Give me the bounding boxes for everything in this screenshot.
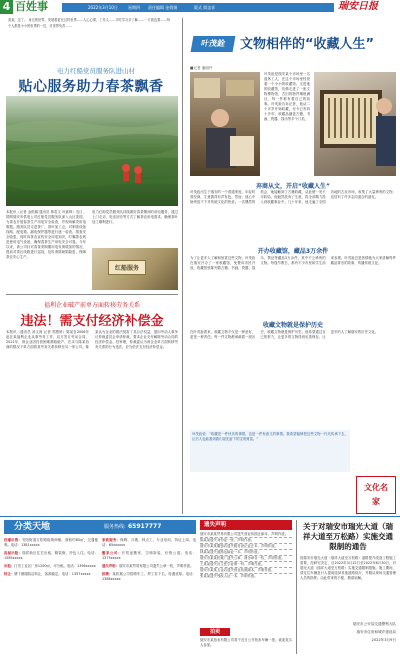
classified-column <box>102 538 196 652</box>
photo-caption-badge: 红船服务 <box>108 260 146 275</box>
classified-item-head: 招聘： <box>102 572 113 576</box>
article-body: 本报讯（记者 金俏娟 通讯员 林若文 叶嘉琦）近日，国网瑞安市供电公司红船党员服务队深入山区茶园，为茶农开展春茶生产用电安全检查，并现场解决用电难题。服务队员走进茶厂、茶叶加工点，对制茶设备线路、配电箱、漏电保护器等进行逐一检查，排查安全隐患，同时向茶农宣传安全用电知识，叮嘱茶农规范使用电气设备，确保春茶生产用电安全可靠。今年以来，该公司针对春茶采制期用电负荷增加的情况，提前对茶区线路进行巡视，及时消除缺陷隐患，保障茶农安心生产。 <box>6 210 86 259</box>
article-headline: 贴心服务助力春茶飘香 <box>18 79 164 95</box>
lower-headline: 违法！需支付经济补偿金 <box>20 314 164 329</box>
lower-body: 本报讯（通讯员 汤文涛 记者 郑慧婷）陈某自2006年起在某福利企业从事劳务工作，双方签订劳动合同。2021年，该企业因经营困难濒临破产，在未与陈某协商的情况下单方面将其劳务关系转移至另一家公司。陈某认为企业的做法侵害了其合法权益，遂向劳动人事争议仲裁委员会申请仲裁，要求企业支付解除劳动合同的经济补偿金。经审理，仲裁委认为该企业单方面转移劳务关系的行为违法，应当依法支付经济补偿金。 <box>6 330 178 349</box>
announcement-issuer-1: 瑞安市公安局交通警察大队 <box>352 622 396 626</box>
divider <box>6 294 178 295</box>
article-kicker: 电力红船党员服务队进山村 <box>57 67 135 75</box>
notice-item: 瑞安市某某五金店遗失营业执照副本，声明作废。 <box>200 568 292 574</box>
classified-item <box>4 572 98 577</box>
announcement-body: 因瑞安市瑞光大道（瑞祥大道至万松路）道路提升改造工程施工需要，经研究决定，自2022年3月12日至2022年6月30日，对瑞光大道（瑞祥大道至万松路）实施交通限制措施。施工期间，请过往车辆及行人提前选择其他道路绕行，并服从现场交通管理人员的指挥。由此带来的不便，敬请谅解。 <box>300 556 396 580</box>
announcement-title: 关于对瑞安市瑞光大道（瑞祥大道至万松路）实施交通限制的通告 <box>303 522 393 551</box>
classified-item-text: 长短途搬家，空调拆装，价格公道。电话：1375xxxxx <box>102 551 196 560</box>
notice-item: 瑞安市某某机械厂遗失公章、财务章各一枚，声明作废。 <box>200 556 292 562</box>
notices-banner: 遗失声明 <box>200 520 292 530</box>
tea-garden-photo <box>6 96 178 206</box>
subhead-3: 收藏文物就是保护历史 <box>262 322 323 329</box>
classified-item-head: 出租： <box>4 564 15 568</box>
classified-hotline: 65917777 <box>128 523 162 530</box>
service-photo <box>92 248 178 290</box>
column-divider <box>296 520 297 654</box>
notice-item: 张某某遗失残疾人证一本，声明作废。 <box>200 574 258 578</box>
subhead-1: 弃商从文，开启“收藏人生” <box>256 183 330 190</box>
subhead-2: 开办收藏馆，藏品3万余件 <box>257 248 329 255</box>
feature-body-1: 叶茂銓出生于瑞安的一个普通家庭，年轻时曾经商，生意做得有声有色。然而，他心中始终放不下对传统文化的热爱。一次偶然的机会，他接触到了古籍收藏，从此便一发不可收拾。他毅然放弃了生意，将全部精力投入到收藏事业中。几十年来，他走遍了全国各地的古玩市场，收集了大量珍贵的文物，也结识了许多志同道合的朋友。 <box>190 190 396 204</box>
classified-item-text: 保姆、月嫂、钟点工，专业培训，持证上岗。电话：65xxxxxx <box>102 538 196 547</box>
notices-list <box>200 532 292 626</box>
classified-title: 分类天地 <box>14 522 51 532</box>
culture-seal: 文化名家 <box>356 476 396 514</box>
section-title: 百姓事 <box>15 0 48 13</box>
notice-item: 王某某遗失出生医学证明一份，声明作废。 <box>200 562 292 568</box>
feature-quote: 叶茂銓说：“收藏是一件快乐的事情，也是一件有意义的事情。我希望能够把这些文物一代代传承下去，让后人也能看到我们祖先留下的宝贵财富。” <box>190 430 350 472</box>
header-designer: 版式 简忠祥 <box>194 5 216 10</box>
feature-tag: 叶茂銓 <box>191 36 236 52</box>
classified-item <box>4 551 98 561</box>
header-day: 星期四 <box>128 5 140 10</box>
classified-item-text: 汀田工业区厂房1200㎡，可分租。电话：1396xxxxx <box>14 564 96 568</box>
announcement-issuer-2: 瑞安市住房和城乡建设局 <box>356 630 396 634</box>
bottom-divider <box>0 516 400 517</box>
feature-body-3: 在叶茂銓看来，收藏文物不仅是一种爱好，更是一种责任。每一件文物都承载着一段历史，收藏文物就是保护历史。他希望通过自己的努力，让更多的文物得到妥善保存，让更多的人了解瑞安的历史文化。 <box>190 330 379 339</box>
auction-banner: 拍卖 <box>200 628 230 636</box>
classified-item <box>102 538 196 548</box>
classified-item <box>102 564 196 569</box>
article-body-2: 电力红船党员服务队持续做好春茶期间的用电服务，通过上门走访、电话回访等方式了解茶农用电需求，确保茶叶加工顺利进行。 <box>92 210 178 224</box>
intro-snippet: 喜欢，还了。 身边的世界，发展着更比过时世界……人心心情，工作人……平时学习多了解……一方面也要……每个人都是小小的世界的一员，对世界负责…… <box>8 18 170 28</box>
notice-item: 瑞安市某某贸易有限公司遗失营业执照正副本，声明作废。 <box>200 532 292 538</box>
classified-item-head: 搬家公司： <box>102 551 122 555</box>
classified-item-head: 遗失声明： <box>102 564 119 568</box>
classified-item-head: 房屋出租： <box>4 551 23 555</box>
classified-item-text: 安阳街道万松路临街商铺，面积约85㎡，交通便利。电话：1381xxxxx <box>4 538 98 547</box>
masthead-logo: 瑞安日报 <box>338 1 378 12</box>
notice-item: 陈某某遗失身份证一张，声明作废。 <box>200 538 292 544</box>
notice-item: 林某某遗失道路运输证一本，声明作废。 <box>200 550 292 556</box>
classified-item-text: 瑞安市某贸易有限公司遗失公章一枚，声明作废。 <box>118 564 194 568</box>
classified-item-head: 转让： <box>4 572 15 576</box>
classified-item-head: 家政服务： <box>102 538 121 542</box>
lower-kicker: 福利企业破产前单方面转移劳务关系 <box>43 302 140 309</box>
page-number: 4 <box>0 0 13 14</box>
classified-hotline-label: 服务热线: <box>104 524 126 530</box>
classified-item <box>102 551 196 561</box>
classified-banner <box>4 520 196 534</box>
column-divider <box>182 18 183 514</box>
header-editor: 责任编辑 金俏娟 <box>148 5 178 10</box>
classified-item-head: 旺铺出售： <box>4 538 22 542</box>
classified-column <box>4 538 98 652</box>
announcement-date: 2022年3月9日 <box>371 638 396 642</box>
byline: ■记者 潘丽玲 <box>190 66 213 70</box>
header-date: 2022年3月10日 <box>88 5 118 10</box>
feature-headline: 文物相伴的“收藏人生” <box>240 37 375 52</box>
classified-item <box>4 564 98 569</box>
classified-item-text: 某机械公司招聘车工、焊工若干名，待遇优厚。电话：1386xxxxx <box>102 572 196 581</box>
collector-photo <box>190 72 260 176</box>
framed-document-photo <box>314 72 396 176</box>
auction-text: 瑞安市某拍卖有限公司将于近日公开拍卖车辆一批，欢迎竞买人参加。 <box>200 638 292 647</box>
feature-body-2: 为了让更多人了解和欣赏这些文物，叶茂銓在瑞安开办了一家收藏馆，免费向市民开放。收藏馆里陈列着古籍、书画、瓷器、钱币、票证等藏品3万余件，其中不乏珍贵的文物。每逢节假日，都有不少市民和学生前来参观。叶茂銓总是热情地为大家讲解每件藏品背后的故事，传播传统文化。 <box>190 256 396 270</box>
classified-item-text: 塘下镇服装店转让，客源稳定。电话：1357xxxxx <box>14 572 91 576</box>
page-header <box>0 0 400 14</box>
classified-item <box>102 572 196 582</box>
notice-item: 瑞安市某某服饰店遗失税务登记证正本，声明作废。 <box>200 544 292 550</box>
classified-item-text: 瑞祥新区住宅出租，精装修，拎包入住。电话：1585xxxxx <box>4 551 98 560</box>
classified-item <box>4 538 98 548</box>
feature-intro: 叶茂銓是瑞安某个市场里一名退休工人，在这个市场里经营着一个小小的收藏馆。走进他的收藏馆，仿佛走进了一座文物博物馆，古旧的物件琳琅满目，每一件都有着自己的故事。叶茂銓告诉记者，他从二十多岁开始收藏，至今已有四十多年，收藏品涵盖古籍、书画、瓷器、钱币等多个门类。 <box>264 72 310 121</box>
